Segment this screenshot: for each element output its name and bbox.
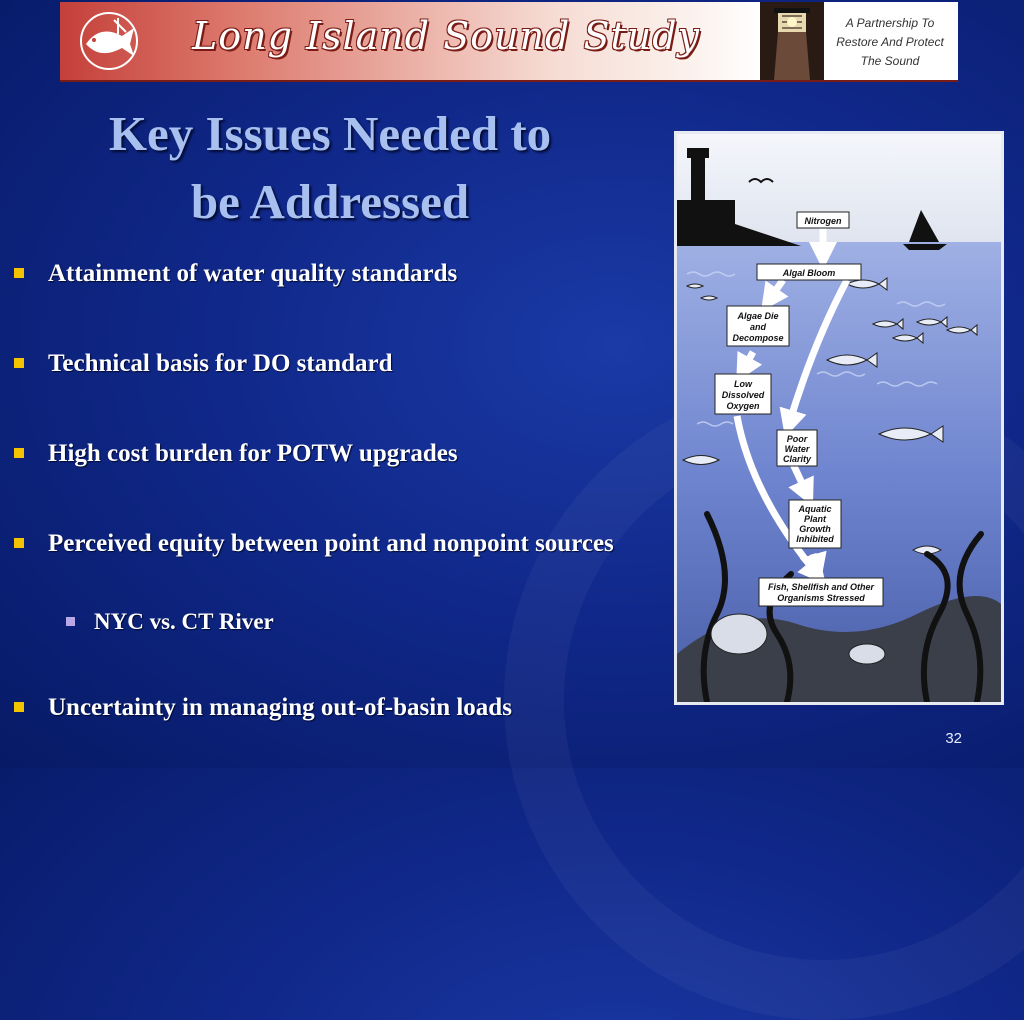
page-number: 32 [945, 730, 962, 747]
label-plant-growth: Growth [799, 524, 831, 534]
label-stressed: Organisms Stressed [777, 593, 865, 603]
sub-bullet-text: NYC vs. CT River [94, 609, 274, 634]
label-low-do: Dissolved [721, 390, 765, 400]
label-poor-clarity: Water [784, 444, 810, 454]
bullet-item [12, 435, 662, 473]
fish-logo-icon [78, 10, 140, 72]
bullet-text: Uncertainty in managing out-of-basin loads [48, 694, 512, 721]
label-algae-die: Decompose [732, 333, 784, 343]
tagline-line: The Sound [860, 54, 920, 68]
banner-title: Long Island Sound Study [192, 14, 701, 58]
square-bullet-icon [14, 448, 24, 458]
bullet-text: Attainment of water quality standards [48, 260, 458, 287]
shellfish [711, 614, 767, 654]
bullet-text: Perceived equity between point and nonpoint sources [48, 530, 614, 557]
label-plant-growth: Aquatic [798, 504, 832, 514]
square-bullet-icon [14, 702, 24, 712]
label-algae-die: and [749, 322, 767, 332]
slide-heading [20, 100, 640, 236]
square-bullet-icon [14, 268, 24, 278]
heading-line: Key Issues Needed to [108, 106, 552, 161]
label-plant-growth: Inhibited [796, 534, 834, 544]
label-algal-bloom: Algal Bloom [782, 268, 836, 278]
square-bullet-icon [14, 538, 24, 548]
label-plant-growth: Plant [803, 514, 827, 524]
sub-bullet-item [64, 605, 644, 639]
lighthouse-icon [760, 2, 824, 80]
hypoxia-diagram [674, 131, 1004, 705]
label-poor-clarity: Poor [786, 434, 808, 444]
banner-tagline [830, 14, 950, 71]
square-bullet-icon [14, 358, 24, 368]
label-stressed: Fish, Shellfish and Other [767, 582, 875, 592]
lighthouse-silhouette [691, 156, 705, 216]
label-low-do: Oxygen [726, 401, 760, 411]
label-low-do: Low [734, 379, 752, 389]
bullet-text: High cost burden for POTW upgrades [48, 440, 458, 467]
bullet-item [12, 689, 662, 727]
label-nitrogen: Nitrogen [804, 216, 842, 226]
header-banner [60, 2, 958, 82]
bullet-text: Technical basis for DO standard [48, 350, 393, 377]
bullet-item [12, 345, 662, 383]
bullet-item [12, 525, 652, 563]
tagline-line: Restore And Protect [836, 35, 944, 49]
square-subbullet-icon [66, 617, 75, 626]
label-algae-die: Algae Die [737, 311, 779, 321]
label-poor-clarity: Clarity [782, 454, 812, 464]
bullet-item [12, 255, 662, 293]
heading-line: be Addressed [190, 174, 470, 229]
tagline-line: A Partnership To [845, 16, 935, 30]
hypoxia-diagram-svg [677, 134, 1001, 702]
